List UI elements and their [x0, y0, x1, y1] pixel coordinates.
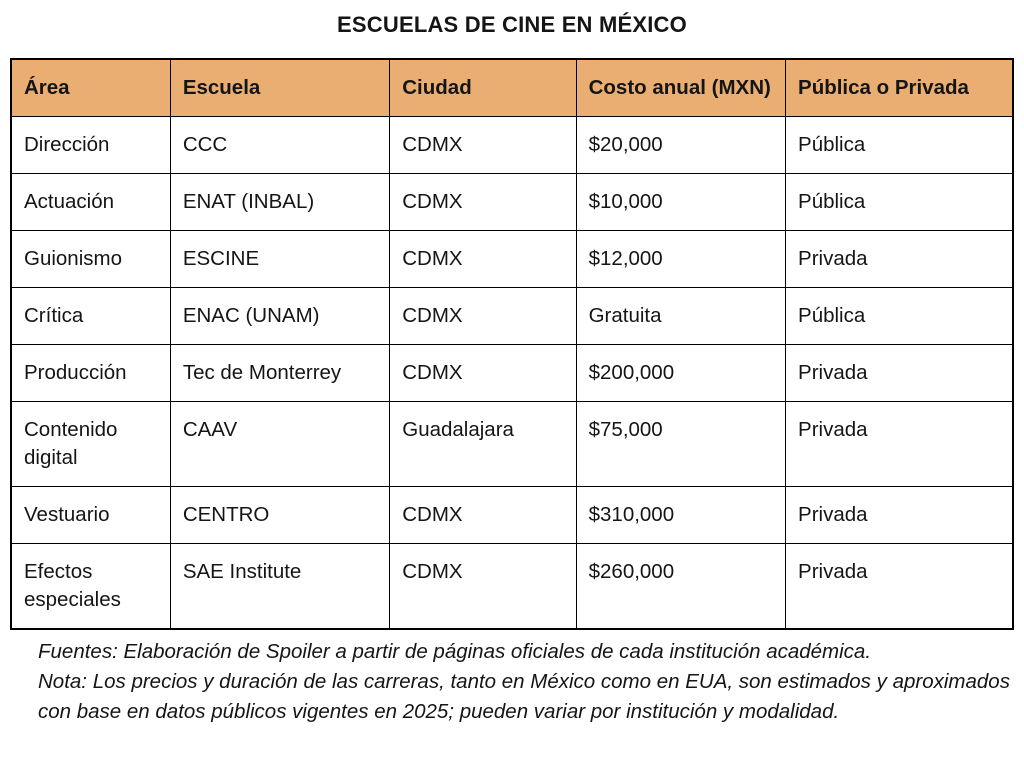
table-cell: CAAV — [170, 402, 389, 487]
table-cell: CENTRO — [170, 487, 389, 544]
table-cell: ENAC (UNAM) — [170, 288, 389, 345]
footnotes — [38, 637, 1010, 727]
table-cell: Efectos especiales — [11, 544, 170, 630]
table-cell: Producción — [11, 345, 170, 402]
table-cell: SAE Institute — [170, 544, 389, 630]
column-header-publica-privada: Pública o Privada — [786, 59, 1013, 117]
table-cell: Dirección — [11, 117, 170, 174]
table-row — [11, 174, 1013, 231]
schools-table — [10, 58, 1014, 630]
table-cell: Privada — [786, 345, 1013, 402]
table-cell: Guadalajara — [390, 402, 576, 487]
table-cell: CDMX — [390, 288, 576, 345]
table-cell: Gratuita — [576, 288, 785, 345]
table-cell: $12,000 — [576, 231, 785, 288]
table-cell: Pública — [786, 174, 1013, 231]
disclaimer-note: Nota: Los precios y duración de las carreras, tanto en México como en EUA, son estimados y aproximados con base en datos públicos vigentes en 2025; pueden variar por institución y modalidad. — [38, 670, 1010, 723]
table-cell: CDMX — [390, 174, 576, 231]
table-cell: ESCINE — [170, 231, 389, 288]
table-container — [10, 58, 1014, 630]
table-cell: $200,000 — [576, 345, 785, 402]
page-title: ESCUELAS DE CINE EN MÉXICO — [337, 12, 687, 37]
table-cell: Privada — [786, 487, 1013, 544]
table-cell: CDMX — [390, 544, 576, 630]
table-cell: $20,000 — [576, 117, 785, 174]
table-row — [11, 345, 1013, 402]
table-cell: Privada — [786, 231, 1013, 288]
table-cell: CDMX — [390, 487, 576, 544]
table-cell: Tec de Monterrey — [170, 345, 389, 402]
table-cell: CCC — [170, 117, 389, 174]
table-cell: Privada — [786, 402, 1013, 487]
table-row — [11, 288, 1013, 345]
table-cell: CDMX — [390, 117, 576, 174]
table-cell: $75,000 — [576, 402, 785, 487]
table-cell: Vestuario — [11, 487, 170, 544]
table-cell: $310,000 — [576, 487, 785, 544]
table-cell: Pública — [786, 117, 1013, 174]
table-cell: Contenido digital — [11, 402, 170, 487]
table-cell: Privada — [786, 544, 1013, 630]
table-row — [11, 402, 1013, 487]
column-header-area: Área — [11, 59, 170, 117]
table-cell: Actuación — [11, 174, 170, 231]
table-cell: Pública — [786, 288, 1013, 345]
table-cell: CDMX — [390, 231, 576, 288]
table-cell: $10,000 — [576, 174, 785, 231]
table-cell: CDMX — [390, 345, 576, 402]
table-row — [11, 117, 1013, 174]
table-cell: Crítica — [11, 288, 170, 345]
header-row — [11, 59, 1013, 117]
column-header-costo-anual: Costo anual (MXN) — [576, 59, 785, 117]
table-cell: $260,000 — [576, 544, 785, 630]
table-row — [11, 487, 1013, 544]
table-cell: Guionismo — [11, 231, 170, 288]
column-header-ciudad: Ciudad — [390, 59, 576, 117]
table-row — [11, 544, 1013, 630]
source-note: Fuentes: Elaboración de Spoiler a partir de páginas oficiales de cada institución académica. — [38, 640, 872, 663]
table-cell: ENAT (INBAL) — [170, 174, 389, 231]
table-row — [11, 231, 1013, 288]
column-header-escuela: Escuela — [170, 59, 389, 117]
